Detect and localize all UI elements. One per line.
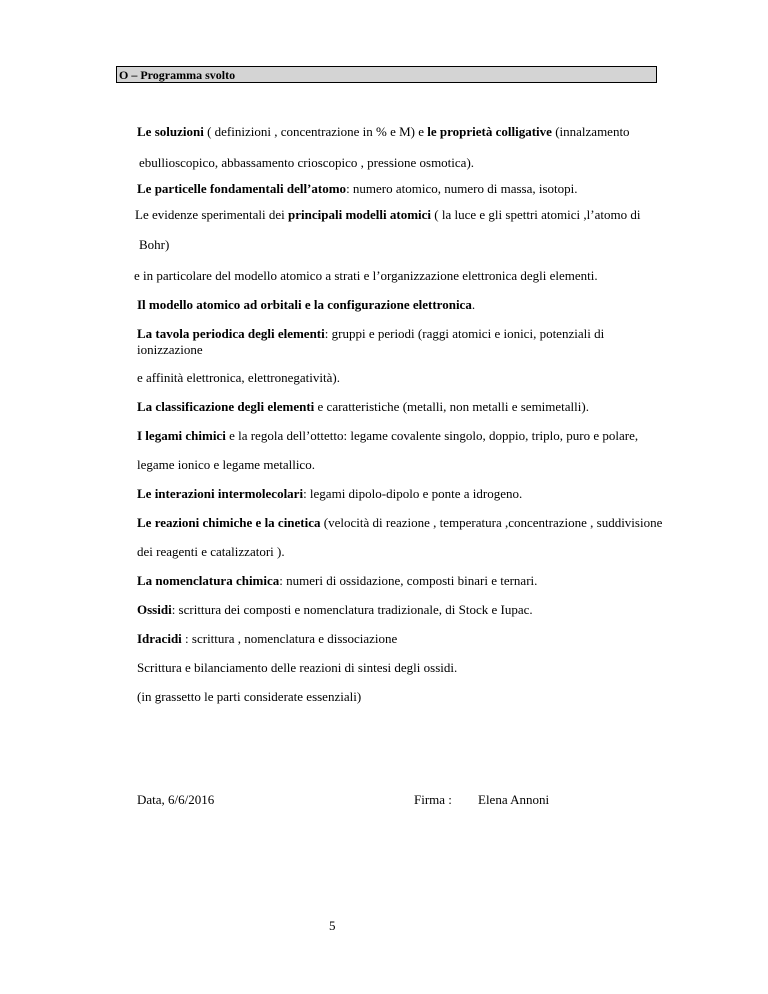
paragraph-solutions-cont: [139, 155, 474, 171]
body-text: : scrittura dei composti e nomenclatura tradizionale, di Stock e Iupac.: [171, 602, 533, 617]
paragraph-orbital-model: [137, 297, 475, 313]
bold-text: principali modelli atomici: [288, 207, 432, 222]
paragraph-periodic-table-cont: [137, 370, 340, 386]
section-title: O – Programma svolto: [119, 68, 236, 82]
body-text: : numero atomico, numero di massa, isotopi.: [346, 181, 578, 196]
date-text: Data, 6/6/2016: [137, 792, 215, 807]
paragraph-nomenclature: [137, 573, 537, 589]
body-text: : numeri di ossidazione, composti binari e ternari.: [279, 573, 538, 588]
body-text: (in grassetto le parti considerate essenziali): [137, 689, 362, 704]
bold-text: La nomenclatura chimica: [137, 573, 280, 588]
paragraph-solutions: [137, 124, 630, 140]
paragraph-oxides: [137, 602, 533, 618]
body-text: .: [471, 297, 476, 312]
bold-text: le proprietà colligative: [427, 124, 552, 139]
paragraph-kinetics: [137, 515, 662, 531]
bold-text: Il modello atomico ad orbitali e la configurazione elettronica: [137, 297, 472, 312]
body-text: ( la luce e gli spettri atomici ,l’atomo di: [431, 207, 641, 222]
paragraph-intermolecular: [137, 486, 522, 502]
paragraph-periodic-table: [137, 326, 607, 358]
section-header: [116, 66, 657, 83]
paragraph-kinetics-cont: [137, 544, 285, 560]
body-text: : scrittura , nomenclatura e dissociazione: [181, 631, 398, 646]
body-text: e caratteristiche (metalli, non metalli e semimetalli).: [314, 399, 589, 414]
body-text: Bohr): [139, 237, 170, 252]
body-text: : legami dipolo-dipolo e ponte a idrogeno.: [303, 486, 523, 501]
bold-text: Le soluzioni: [137, 124, 204, 139]
bold-text: Idracidi: [137, 631, 182, 646]
body-text: : gruppi e periodi (raggi atomici e ionici, potenziali di ionizzazione: [137, 326, 605, 357]
body-text: (velocità di reazione , temperatura ,concentrazione , suddivisione: [320, 515, 663, 530]
paragraph-shell-model: [134, 268, 598, 284]
bold-text: Ossidi: [137, 602, 172, 617]
paragraph-classification: [137, 399, 589, 415]
paragraph-particles: [137, 181, 578, 197]
body-text: ebullioscopico, abbassamento crioscopico , pressione osmotica).: [139, 155, 475, 170]
body-text: ( definizioni , concentrazione in % e M) e: [203, 124, 428, 139]
paragraph-synthesis: [137, 660, 457, 676]
bold-text: I legami chimici: [137, 428, 226, 443]
bold-text: Le reazioni chimiche e la cinetica: [137, 515, 321, 530]
page-number: 5: [329, 918, 336, 933]
body-text: Scrittura e bilanciamento delle reazioni di sintesi degli ossidi.: [137, 660, 458, 675]
paragraph-note: [137, 689, 361, 705]
bold-text: Le particelle fondamentali dell’atomo: [137, 181, 347, 196]
body-text: (innalzamento: [551, 124, 630, 139]
body-text: legame ionico e legame metallico.: [137, 457, 315, 472]
bold-text: Le interazioni intermolecolari: [137, 486, 304, 501]
body-text: e affinità elettronica, elettronegatività).: [137, 370, 340, 385]
paragraph-chemical-bonds: [137, 428, 638, 444]
paragraph-hydracids: [137, 631, 397, 647]
body-text: Le evidenze sperimentali dei: [135, 207, 289, 222]
signature-label: Firma :: [414, 792, 452, 807]
body-text: e in particolare del modello atomico a strati e l’organizzazione elettronica degli elementi.: [134, 268, 598, 283]
body-text: e la regola dell’ottetto: legame covalente singolo, doppio, triplo, puro e polare,: [225, 428, 639, 443]
paragraph-atomic-models-cont: [139, 237, 169, 253]
paragraph-chemical-bonds-cont: [137, 457, 315, 473]
body-text: dei reagenti e catalizzatori ).: [137, 544, 285, 559]
signature-name: Elena Annoni: [478, 792, 550, 807]
bold-text: La classificazione degli elementi: [137, 399, 315, 414]
bold-text: La tavola periodica degli elementi: [137, 326, 325, 341]
paragraph-atomic-models: [135, 207, 640, 223]
